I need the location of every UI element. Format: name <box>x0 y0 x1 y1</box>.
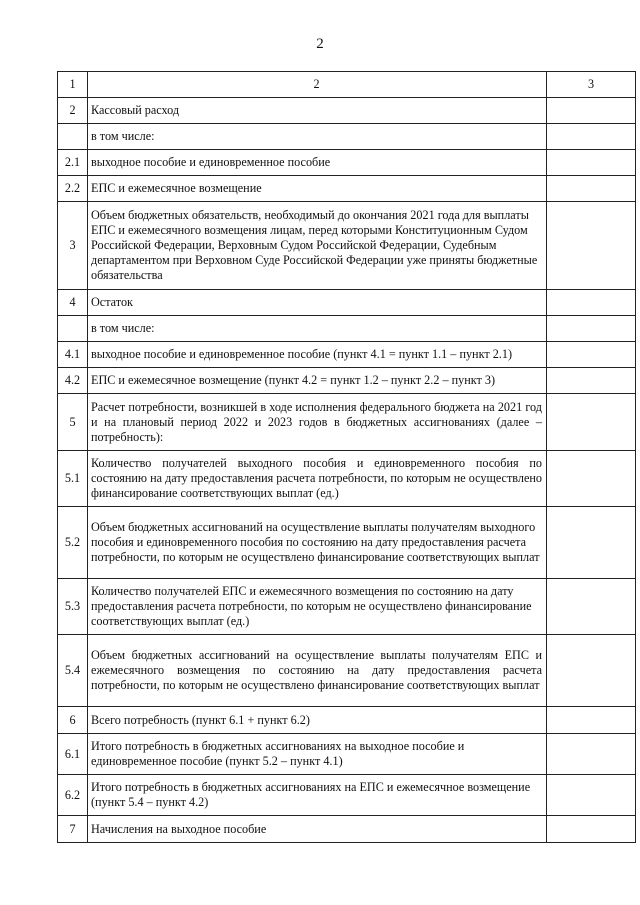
table-row <box>58 507 636 579</box>
row-value <box>547 775 636 816</box>
table-row <box>58 98 636 124</box>
row-text: Объем бюджетных ассигнований на осуществление выплаты получателям ЕПС и ежемесячного возмещения по состоянию на дату предоставления расчета потребности, по которым не осуществлено финансирование соответствующих выплат <box>88 635 547 707</box>
row-value <box>547 734 636 775</box>
row-number: 5 <box>58 394 88 451</box>
budget-table <box>57 71 636 843</box>
row-number: 2.2 <box>58 176 88 202</box>
table-header-row <box>58 72 636 98</box>
table-row <box>58 635 636 707</box>
row-value <box>547 316 636 342</box>
row-value <box>547 368 636 394</box>
row-value <box>547 394 636 451</box>
row-text: Кассовый расход <box>88 98 547 124</box>
row-text: ЕПС и ежемесячное возмещение <box>88 176 547 202</box>
table-row <box>58 707 636 734</box>
row-text: Итого потребность в бюджетных ассигнованиях на выходное пособие и единовременное пособие (пункт 5.2 – пункт 4.1) <box>88 734 547 775</box>
table-row <box>58 775 636 816</box>
row-number: 6.1 <box>58 734 88 775</box>
row-text: Объем бюджетных ассигнований на осуществление выплаты получателям выходного пособия и единовременного пособия по состоянию на дату предоставления расчета потребности, по которым не осуществлено финансирование соответствующих выплат <box>88 507 547 579</box>
header-cell-3: 3 <box>547 72 636 98</box>
row-text: в том числе: <box>88 316 547 342</box>
row-number: 5.4 <box>58 635 88 707</box>
row-text: Количество получателей ЕПС и ежемесячного возмещения по состоянию на дату предоставления расчета потребности, по которым не осуществлено финансирование соответствующих выплат (ед.) <box>88 579 547 635</box>
table-row <box>58 734 636 775</box>
row-number: 4.2 <box>58 368 88 394</box>
row-number: 4.1 <box>58 342 88 368</box>
row-value <box>547 290 636 316</box>
row-number: 5.1 <box>58 451 88 507</box>
row-value <box>547 635 636 707</box>
row-value <box>547 707 636 734</box>
row-value <box>547 202 636 290</box>
row-text: Остаток <box>88 290 547 316</box>
row-value <box>547 507 636 579</box>
table-row <box>58 290 636 316</box>
table-row <box>58 368 636 394</box>
row-value <box>547 342 636 368</box>
row-number: 5.2 <box>58 507 88 579</box>
row-value <box>547 176 636 202</box>
table-row <box>58 176 636 202</box>
row-text: Всего потребность (пункт 6.1 + пункт 6.2) <box>88 707 547 734</box>
row-number: 6 <box>58 707 88 734</box>
row-number: 5.3 <box>58 579 88 635</box>
row-value <box>547 150 636 176</box>
table-row <box>58 394 636 451</box>
header-cell-1: 1 <box>58 72 88 98</box>
table-row <box>58 342 636 368</box>
row-number: 6.2 <box>58 775 88 816</box>
row-text: Начисления на выходное пособие <box>88 816 547 843</box>
table-row <box>58 202 636 290</box>
table-row <box>58 316 636 342</box>
row-number: 2 <box>58 98 88 124</box>
table-row <box>58 451 636 507</box>
row-value <box>547 579 636 635</box>
table-row <box>58 150 636 176</box>
row-text: выходное пособие и единовременное пособие (пункт 4.1 = пункт 1.1 – пункт 2.1) <box>88 342 547 368</box>
row-text: Количество получателей выходного пособия и единовременного пособия по состоянию на дату предоставления расчета потребности, по которым не осуществлено финансирование соответствующих выплат (ед.) <box>88 451 547 507</box>
row-value <box>547 816 636 843</box>
row-value <box>547 451 636 507</box>
table-row <box>58 579 636 635</box>
row-number <box>58 124 88 150</box>
row-number: 7 <box>58 816 88 843</box>
row-text: Объем бюджетных обязательств, необходимый до окончания 2021 года для выплаты ЕПС и ежемесячного возмещения лицам, перед которыми Конституционным Судом Российской Федерации, Верховным Судом Российской Федерации, Судебным департаментом при Верховном Суде Российской Федерации уже приняты бюджетные обязательства <box>88 202 547 290</box>
row-number: 2.1 <box>58 150 88 176</box>
header-cell-2: 2 <box>88 72 547 98</box>
row-value <box>547 124 636 150</box>
row-number: 3 <box>58 202 88 290</box>
page-number: 2 <box>316 36 324 52</box>
row-text: в том числе: <box>88 124 547 150</box>
row-number <box>58 316 88 342</box>
table-row <box>58 816 636 843</box>
row-text: Итого потребность в бюджетных ассигнованиях на ЕПС и ежемесячное возмещение (пункт 5.4 – пункт 4.2) <box>88 775 547 816</box>
row-number: 4 <box>58 290 88 316</box>
row-text: ЕПС и ежемесячное возмещение (пункт 4.2 = пункт 1.2 – пункт 2.2 – пункт 3) <box>88 368 547 394</box>
table-row <box>58 124 636 150</box>
row-text: Расчет потребности, возникшей в ходе исполнения федерального бюджета на 2021 год и на плановый период 2022 и 2023 годов в бюджетных ассигнованиях (далее – потребность): <box>88 394 547 451</box>
row-text: выходное пособие и единовременное пособие <box>88 150 547 176</box>
row-value <box>547 98 636 124</box>
